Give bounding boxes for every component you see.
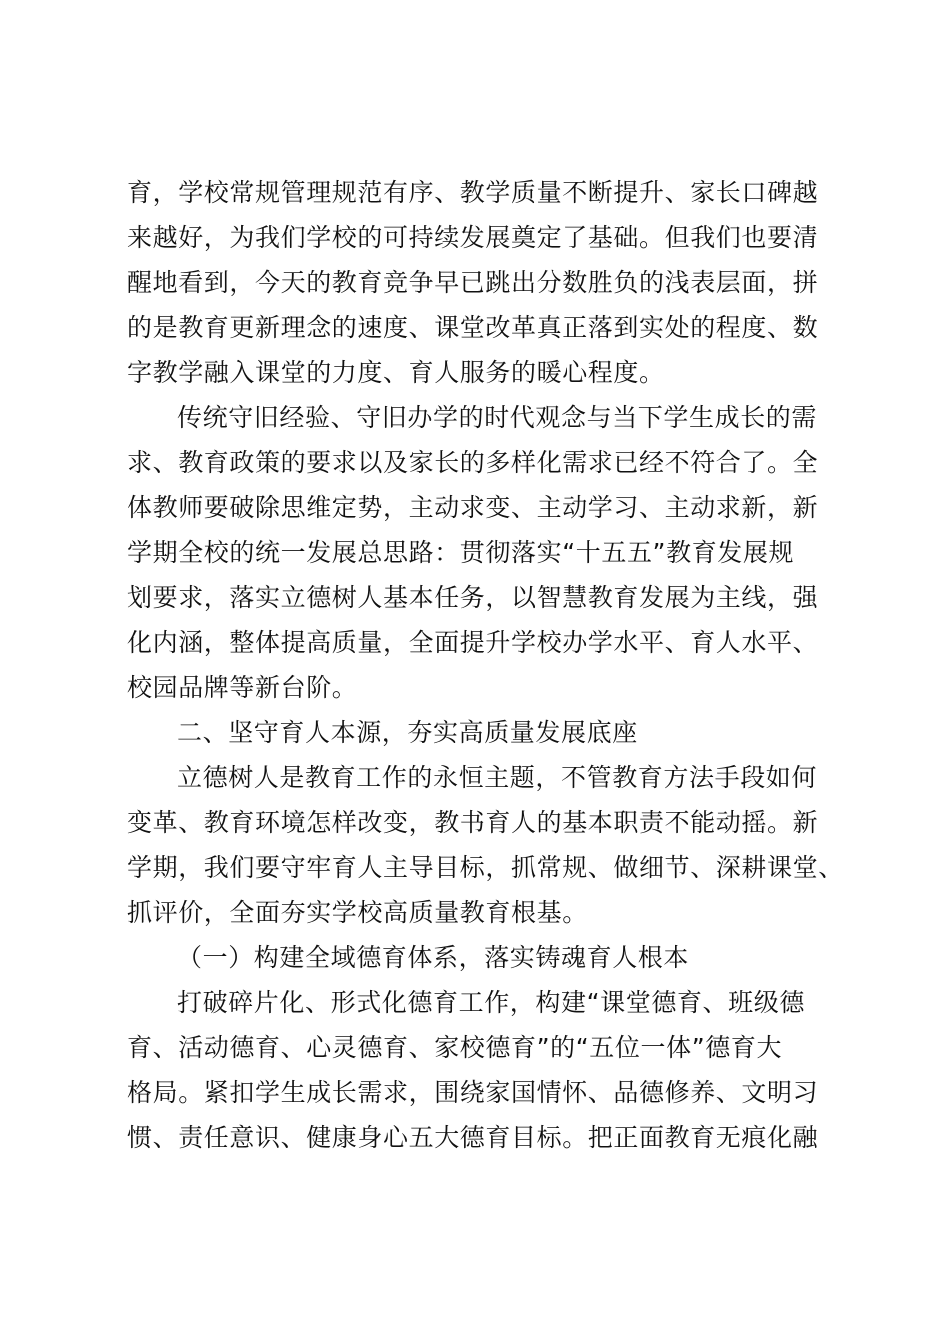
text-line: 求、教育政策的要求以及家长的多样化需求已经不符合了。全: [127, 448, 819, 477]
text-line: 体教师要破除思维定势，主动求变、主动学习、主动求新，新: [127, 493, 819, 522]
section-heading: 二、坚守育人本源，夯实高质量发展底座: [177, 718, 638, 747]
text-line: 来越好，为我们学校的可持续发展奠定了基础。但我们也要清: [127, 223, 819, 252]
paragraph-start-line: 立德树人是教育工作的永恒主题，不管教育方法手段如何: [177, 763, 818, 792]
paragraph-start-line: 打破碎片化、形式化德育工作，构建“课堂德育、班级德: [177, 988, 805, 1017]
text-line: 育，学校常规管理规范有序、教学质量不断提升、家长口碑越: [127, 178, 819, 207]
text-line: 校园品牌等新台阶。: [127, 673, 358, 702]
text-line: 划要求，落实立德树人基本任务，以智慧教育发展为主线，强: [127, 583, 819, 612]
text-line: 惯、责任意识、健康身心五大德育目标。把正面教育无痕化融: [127, 1123, 819, 1152]
document-body: [127, 170, 847, 1160]
text-line: 醒地看到，今天的教育竞争早已跳出分数胜负的浅表层面，拼: [127, 268, 819, 297]
text-line: 学期，我们要守牢育人主导目标，抓常规、做细节、深耕课堂、: [127, 853, 844, 882]
paragraph-start-line: 传统守旧经验、守旧办学的时代观念与当下学生成长的需: [177, 403, 818, 432]
text-line: 化内涵，整体提高质量，全面提升学校办学水平、育人水平、: [127, 628, 819, 657]
text-line: 育、活动德育、心灵德育、家校德育”的“五位一体”德育大: [127, 1033, 783, 1062]
text-line: 字教学融入课堂的力度、育人服务的暖心程度。: [127, 358, 665, 387]
text-line: 学期全校的统一发展总思路：贯彻落实“十五五”教育发展规: [127, 538, 795, 567]
text-line: 变革、教育环境怎样改变，教书育人的基本职责不能动摇。新: [127, 808, 819, 837]
subsection-heading: （一）构建全域德育体系，落实铸魂育人根本: [177, 943, 690, 972]
text-line: 格局。紧扣学生成长需求，围绕家国情怀、品德修养、文明习: [127, 1078, 819, 1107]
text-line: 抓评价，全面夯实学校高质量教育根基。: [127, 898, 588, 927]
text-line: 的是教育更新理念的速度、课堂改革真正落到实处的程度、数: [127, 313, 819, 342]
